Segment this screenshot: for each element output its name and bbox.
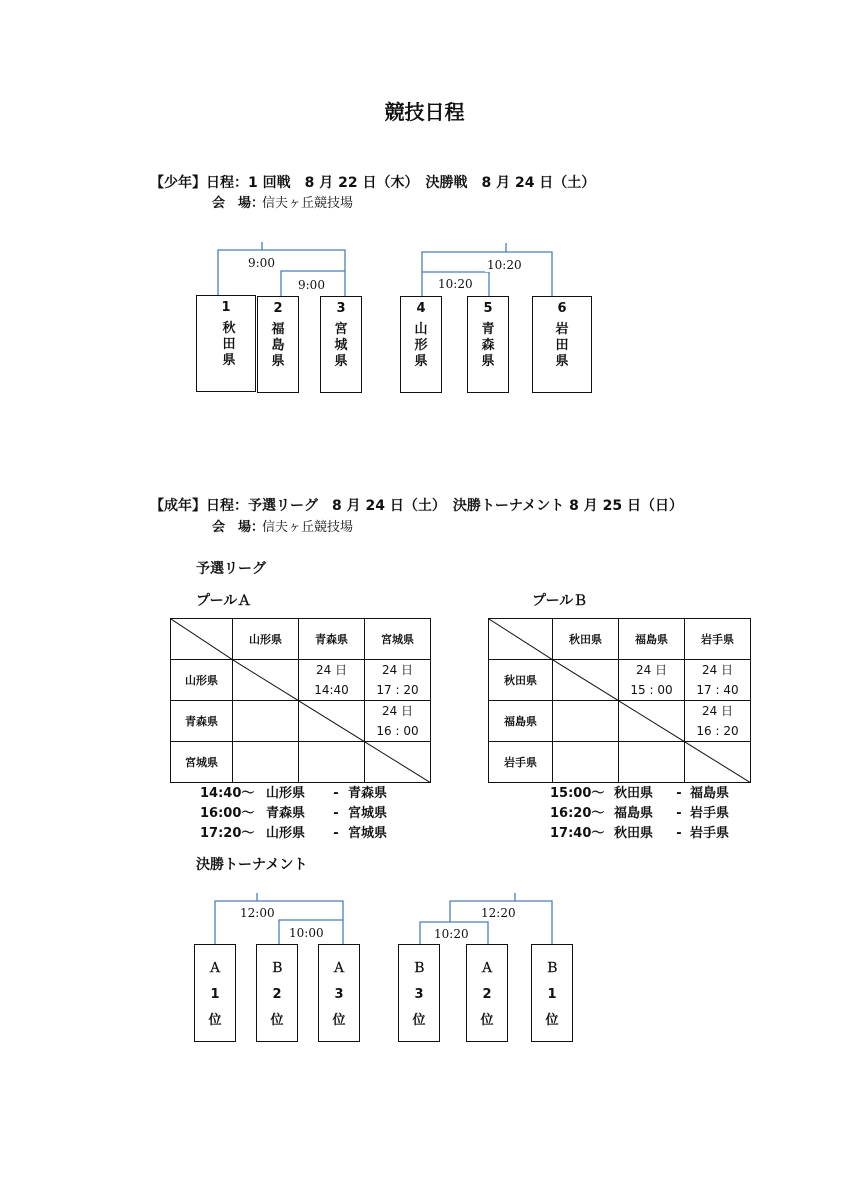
schedule-time: 17:40～ (550, 826, 605, 841)
team-name-char: 秋 (222, 321, 236, 336)
match-time: 16 : 20 (696, 724, 739, 738)
schedule-row (200, 824, 387, 844)
pool-empty-cell (299, 742, 365, 783)
match-day: 24 日 (635, 663, 668, 677)
match-day: 24 日 (381, 704, 414, 718)
league-title: 予選リーグ (196, 561, 266, 577)
pool-col-header: 青森県 (299, 619, 365, 660)
pool-self-cell (233, 660, 299, 701)
pool-b-title: プールＢ (532, 593, 588, 609)
diagonal-line (365, 742, 431, 783)
pool-row-header: 山形県 (171, 660, 233, 701)
pool-col-header: 秋田県 (553, 619, 619, 660)
diagonal-line (685, 742, 751, 783)
schedule-team-b: 岩手県 (690, 806, 730, 821)
seed-char: 位 (412, 1013, 426, 1028)
schedule-sep: - (333, 806, 339, 821)
pool-empty-cell (553, 701, 619, 742)
seed-char: 3 (414, 987, 424, 1002)
match-day: 24 日 (701, 704, 734, 718)
match-time: 17 : 40 (696, 683, 739, 697)
team-box-4 (400, 296, 442, 393)
schedule-team-b: 青森県 (348, 786, 388, 801)
team-name-char: 城 (334, 338, 348, 353)
diagonal-line (489, 619, 553, 660)
seed-box-b3 (398, 944, 440, 1042)
schedule-row (200, 784, 387, 804)
youth-venue: 信夫ヶ丘競技場 (262, 196, 354, 211)
seed-char: Ａ (480, 961, 494, 976)
pool-empty-cell (233, 701, 299, 742)
team-name-char: 県 (481, 354, 495, 369)
team-name-char: 宮 (334, 322, 348, 337)
schedule-team-a: 山形県 (266, 786, 306, 801)
diagonal-line (553, 660, 619, 701)
pool-col-header: 山形県 (233, 619, 299, 660)
schedule-team-a: 青森県 (266, 806, 306, 821)
adult-header: 【成年】日程：予選リーグ 8 月 24 日（土） 決勝トーナメント 8 月 25 日（日） (150, 498, 684, 514)
youth-header: 【少年】日程：1 回戦 8 月 22 日（木） 決勝戦 8 月 24 日（土） (150, 175, 596, 191)
final-time-1: 12:00 (240, 906, 275, 920)
schedule-sep: - (676, 786, 682, 801)
seed-char: 1 (210, 987, 220, 1002)
seed-box-a2 (466, 944, 508, 1042)
final-time-3: 12:20 (481, 906, 516, 920)
match-time: 14:40 (314, 683, 349, 697)
seed-char: Ａ (332, 961, 346, 976)
team-box-3 (320, 296, 362, 393)
schedule-team-a: 秋田県 (614, 786, 654, 801)
youth-venue-label: 会 場： (212, 196, 265, 211)
adult-venue: 信夫ヶ丘競技場 (262, 520, 354, 535)
pool-match-cell (365, 660, 431, 701)
team-number: 1 (221, 300, 231, 315)
youth-time-4: 10:20 (438, 277, 473, 291)
team-name-char: 形 (414, 338, 428, 353)
match-day: 24 日 (701, 663, 734, 677)
pool-corner (171, 619, 233, 660)
schedule-team-b: 宮城県 (348, 806, 388, 821)
pool-empty-cell (233, 742, 299, 783)
pool-b-schedule (550, 784, 729, 844)
pool-a-schedule (200, 784, 387, 844)
team-name-char: 田 (222, 337, 236, 352)
schedule-sep: - (333, 786, 339, 801)
team-name-char: 森 (481, 338, 495, 353)
seed-char: 2 (272, 987, 282, 1002)
team-name-char: 岩 (555, 322, 569, 337)
schedule-time: 15:00～ (550, 786, 605, 801)
team-name-char: 島 (271, 338, 285, 353)
match-day: 24 日 (381, 663, 414, 677)
seed-box-a3 (318, 944, 360, 1042)
team-name-char: 県 (271, 354, 285, 369)
team-name-char: 山 (414, 322, 428, 337)
pool-match-cell (685, 701, 751, 742)
team-box-6 (532, 296, 592, 393)
pool-self-cell (299, 701, 365, 742)
team-name-char: 県 (222, 353, 236, 368)
schedule-team-b: 岩手県 (690, 826, 730, 841)
seed-char: 3 (334, 987, 344, 1002)
team-name-char: 県 (414, 354, 428, 369)
team-name-char: 青 (481, 322, 495, 337)
schedule-row (550, 784, 729, 804)
seed-char: 位 (545, 1013, 559, 1028)
pool-self-cell (619, 701, 685, 742)
schedule-time: 16:00～ (200, 806, 255, 821)
diagonal-line (299, 701, 365, 742)
pool-self-cell (685, 742, 751, 783)
schedule-team-a: 秋田県 (614, 826, 654, 841)
pool-col-header: 宮城県 (365, 619, 431, 660)
schedule-time: 17:20～ (200, 826, 255, 841)
schedule-sep: - (676, 806, 682, 821)
pool-empty-cell (553, 742, 619, 783)
seed-char: Ａ (208, 961, 222, 976)
schedule-row (200, 804, 387, 824)
youth-time-2: 9:00 (298, 278, 325, 292)
schedule-sep: - (676, 826, 682, 841)
team-name-char: 県 (334, 354, 348, 369)
pool-corner (489, 619, 553, 660)
pool-a-title: プールＡ (196, 593, 252, 609)
seed-char: Ｂ (545, 961, 559, 976)
match-time: 15 : 00 (630, 683, 673, 697)
schedule-time: 14:40～ (200, 786, 255, 801)
adult-venue-label: 会 場： (212, 520, 265, 535)
seed-char: Ｂ (270, 961, 284, 976)
diagonal-line (233, 660, 299, 701)
schedule-row (550, 824, 729, 844)
team-name-char: 田 (555, 338, 569, 353)
team-number: 5 (483, 301, 493, 316)
pool-match-cell (685, 660, 751, 701)
team-name-char: 福 (271, 322, 285, 337)
team-box-5 (467, 296, 509, 393)
pool-row-header: 福島県 (489, 701, 553, 742)
pool-row-header: 岩手県 (489, 742, 553, 783)
diagonal-line (619, 701, 685, 742)
schedule-team-b: 福島県 (690, 786, 730, 801)
schedule-time: 16:20～ (550, 806, 605, 821)
pool-self-cell (553, 660, 619, 701)
page-title: 競技日程 (384, 100, 465, 124)
match-time: 17 : 20 (376, 683, 419, 697)
seed-char: 位 (208, 1013, 222, 1028)
pool-row-header: 宮城県 (171, 742, 233, 783)
diagonal-line (171, 619, 233, 660)
schedule-team-a: 山形県 (266, 826, 306, 841)
pool-col-header: 岩手県 (685, 619, 751, 660)
pool-self-cell (365, 742, 431, 783)
seed-char: 1 (547, 987, 557, 1002)
schedule-sep: - (333, 826, 339, 841)
seed-char: 位 (480, 1013, 494, 1028)
pool-b-table (488, 618, 751, 783)
final-time-4: 10:20 (434, 927, 469, 941)
match-day: 24 日 (315, 663, 348, 677)
seed-char: Ｂ (412, 961, 426, 976)
team-name-char: 県 (555, 354, 569, 369)
seed-char: 2 (482, 987, 492, 1002)
pool-match-cell (619, 660, 685, 701)
pool-empty-cell (619, 742, 685, 783)
final-time-2: 10:00 (289, 926, 324, 940)
schedule-row (550, 804, 729, 824)
pool-match-cell (365, 701, 431, 742)
seed-char: 位 (270, 1013, 284, 1028)
schedule-team-b: 宮城県 (348, 826, 388, 841)
pool-a-table (170, 618, 431, 783)
pool-row-header: 秋田県 (489, 660, 553, 701)
schedule-team-a: 福島県 (614, 806, 654, 821)
team-box-1 (196, 295, 256, 392)
youth-time-3: 10:20 (487, 258, 522, 272)
team-number: 4 (416, 301, 426, 316)
seed-box-b1 (531, 944, 573, 1042)
pool-row-header: 青森県 (171, 701, 233, 742)
youth-time-1: 9:00 (248, 256, 275, 270)
team-number: 3 (336, 301, 346, 316)
seed-char: 位 (332, 1013, 346, 1028)
team-number: 6 (557, 301, 567, 316)
match-time: 16 : 00 (376, 724, 419, 738)
pool-match-cell (299, 660, 365, 701)
seed-box-b2 (256, 944, 298, 1042)
team-number: 2 (273, 301, 283, 316)
final-title: 決勝トーナメント (196, 857, 308, 873)
pool-col-header: 福島県 (619, 619, 685, 660)
team-box-2 (257, 296, 299, 393)
seed-box-a1 (194, 944, 236, 1042)
